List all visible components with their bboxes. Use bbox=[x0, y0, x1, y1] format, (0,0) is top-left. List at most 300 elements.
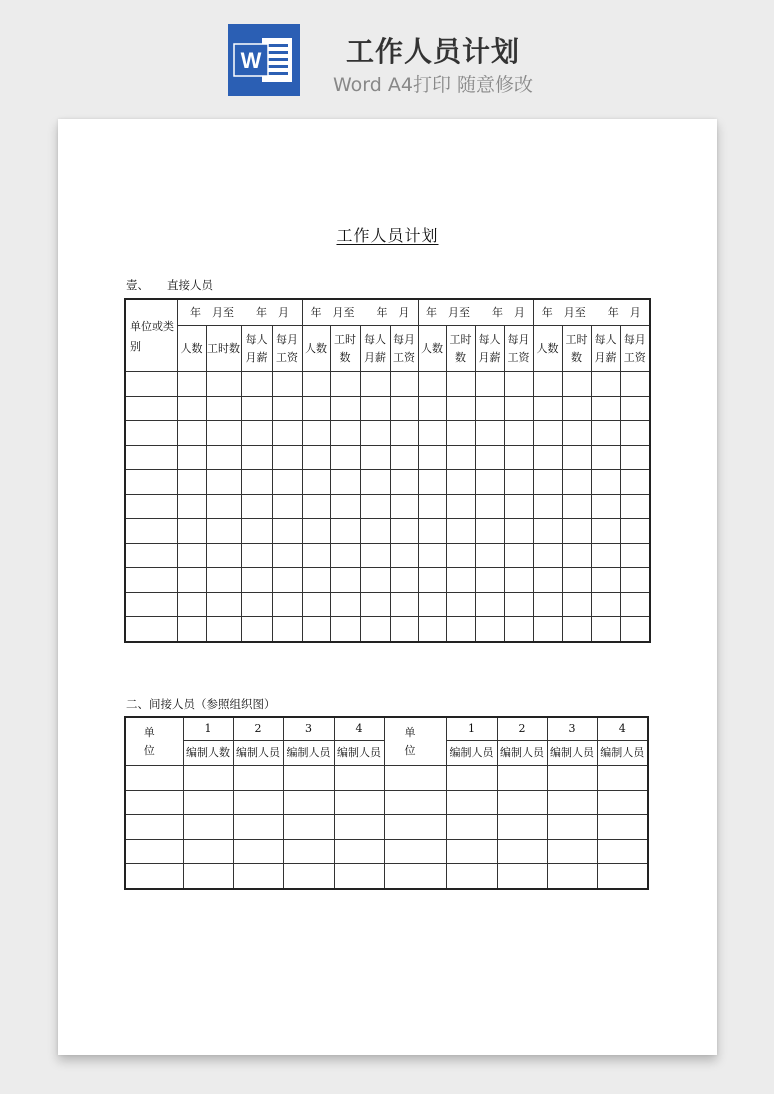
table-cell bbox=[504, 568, 533, 593]
table-cell bbox=[177, 470, 206, 495]
table-cell bbox=[418, 543, 446, 568]
table-cell bbox=[334, 815, 384, 840]
table-cell bbox=[183, 864, 233, 889]
table-cell bbox=[446, 445, 475, 470]
table-cell bbox=[384, 864, 446, 889]
col-number: 1 bbox=[446, 717, 497, 741]
table-cell bbox=[620, 617, 650, 642]
col-number: 3 bbox=[283, 717, 334, 741]
period-header: 年 月至 年 月 bbox=[302, 299, 418, 326]
table-cell bbox=[533, 470, 562, 495]
table-cell bbox=[475, 470, 504, 495]
table-cell bbox=[504, 494, 533, 519]
table-cell bbox=[272, 494, 302, 519]
table-cell bbox=[446, 568, 475, 593]
table-cell bbox=[206, 568, 241, 593]
col-header-monthly-salary: 每人月薪 bbox=[475, 326, 504, 372]
table-cell bbox=[360, 396, 390, 421]
table-cell bbox=[302, 519, 330, 544]
table-cell bbox=[446, 617, 475, 642]
table-cell bbox=[384, 790, 446, 815]
col-header-monthly-wage: 每月工资 bbox=[272, 326, 302, 372]
col-number: 2 bbox=[233, 717, 283, 741]
table-cell bbox=[547, 766, 597, 791]
table-cell bbox=[302, 494, 330, 519]
period-header: 年 月至 年 月 bbox=[533, 299, 650, 326]
table-cell bbox=[241, 372, 272, 397]
table-cell bbox=[177, 372, 206, 397]
table-cell bbox=[591, 494, 620, 519]
table-cell bbox=[125, 617, 177, 642]
table-cell bbox=[497, 864, 547, 889]
table-cell bbox=[446, 592, 475, 617]
table-cell bbox=[418, 568, 446, 593]
table-cell bbox=[504, 519, 533, 544]
table-cell bbox=[206, 592, 241, 617]
table-cell bbox=[206, 445, 241, 470]
table-cell bbox=[620, 445, 650, 470]
table-cell bbox=[390, 445, 418, 470]
col-header-headcount: 人数 bbox=[533, 326, 562, 372]
col-number: 1 bbox=[183, 717, 233, 741]
table-row bbox=[125, 790, 648, 815]
table-cell bbox=[206, 617, 241, 642]
table-cell bbox=[302, 617, 330, 642]
col-header: 编制人员 bbox=[233, 741, 283, 766]
table-row bbox=[125, 543, 650, 568]
unit-header: 单位或类别 bbox=[125, 299, 177, 372]
table-cell bbox=[497, 790, 547, 815]
table-cell bbox=[597, 790, 648, 815]
col-header-monthly-salary: 每人月薪 bbox=[591, 326, 620, 372]
table-cell bbox=[418, 372, 446, 397]
direct-staff-table bbox=[124, 298, 651, 643]
unit-header: 单 位 bbox=[125, 717, 183, 766]
table-cell bbox=[360, 568, 390, 593]
table-cell bbox=[390, 372, 418, 397]
col-header: 编制人数 bbox=[183, 741, 233, 766]
table-cell bbox=[272, 445, 302, 470]
table-cell bbox=[591, 372, 620, 397]
table-cell bbox=[233, 790, 283, 815]
table-cell bbox=[183, 815, 233, 840]
preview-banner bbox=[0, 0, 774, 110]
table-cell bbox=[418, 519, 446, 544]
table-cell bbox=[533, 372, 562, 397]
col-header: 编制人员 bbox=[283, 741, 334, 766]
table-cell bbox=[620, 421, 650, 446]
section1-label: 壹、 直接人员 bbox=[126, 278, 213, 292]
table-cell bbox=[475, 494, 504, 519]
table-cell bbox=[533, 617, 562, 642]
table-cell bbox=[504, 617, 533, 642]
table-cell bbox=[233, 766, 283, 791]
table-cell bbox=[497, 766, 547, 791]
table-cell bbox=[241, 543, 272, 568]
table-cell bbox=[177, 445, 206, 470]
table-row bbox=[125, 519, 650, 544]
table-cell bbox=[475, 396, 504, 421]
banner-subtitle: Word A4打印 随意修改 bbox=[332, 74, 533, 96]
table-cell bbox=[272, 396, 302, 421]
table-cell bbox=[446, 543, 475, 568]
col-header-headcount: 人数 bbox=[177, 326, 206, 372]
table-cell bbox=[418, 617, 446, 642]
table-cell bbox=[597, 766, 648, 791]
table-cell bbox=[591, 568, 620, 593]
table-cell bbox=[125, 421, 177, 446]
table-cell bbox=[591, 396, 620, 421]
table-cell bbox=[241, 592, 272, 617]
table-row bbox=[125, 592, 650, 617]
table-cell bbox=[206, 494, 241, 519]
table-cell bbox=[241, 568, 272, 593]
table-cell bbox=[620, 494, 650, 519]
document-title: 工作人员计划 bbox=[336, 226, 439, 245]
table-cell bbox=[620, 592, 650, 617]
table-cell bbox=[360, 494, 390, 519]
table-cell bbox=[360, 372, 390, 397]
table-row bbox=[125, 864, 648, 889]
col-header: 编制人员 bbox=[334, 741, 384, 766]
table-cell bbox=[302, 396, 330, 421]
table-cell bbox=[125, 494, 177, 519]
table-cell bbox=[475, 445, 504, 470]
table-cell bbox=[562, 543, 591, 568]
table-cell bbox=[475, 372, 504, 397]
table-cell bbox=[562, 592, 591, 617]
table-cell bbox=[390, 568, 418, 593]
table-cell bbox=[206, 543, 241, 568]
table-cell bbox=[360, 592, 390, 617]
table-row bbox=[125, 568, 650, 593]
table-subheader-row bbox=[125, 326, 650, 372]
table-cell bbox=[177, 617, 206, 642]
table-cell bbox=[620, 372, 650, 397]
table-cell bbox=[283, 790, 334, 815]
table-cell bbox=[360, 421, 390, 446]
table-cell bbox=[446, 815, 497, 840]
table-cell bbox=[272, 421, 302, 446]
table-cell bbox=[272, 470, 302, 495]
col-header-monthly-salary: 每人月薪 bbox=[241, 326, 272, 372]
table-cell bbox=[418, 592, 446, 617]
table-cell bbox=[334, 864, 384, 889]
table-cell bbox=[562, 372, 591, 397]
table-cell bbox=[591, 617, 620, 642]
table-cell bbox=[475, 568, 504, 593]
col-number: 4 bbox=[597, 717, 648, 741]
col-header: 编制人员 bbox=[597, 741, 648, 766]
table-row bbox=[125, 445, 650, 470]
table-cell bbox=[334, 766, 384, 791]
table-cell bbox=[533, 519, 562, 544]
table-cell bbox=[591, 470, 620, 495]
table-cell bbox=[125, 766, 183, 791]
table-cell bbox=[390, 617, 418, 642]
word-logo-icon bbox=[228, 24, 300, 96]
table-cell bbox=[384, 815, 446, 840]
table-cell bbox=[620, 470, 650, 495]
table-cell bbox=[272, 372, 302, 397]
table-cell bbox=[504, 421, 533, 446]
direct-staff-body bbox=[125, 372, 650, 642]
table-cell bbox=[533, 445, 562, 470]
table-cell bbox=[125, 396, 177, 421]
col-header-hours: 工时数 bbox=[562, 326, 591, 372]
table-cell bbox=[330, 421, 360, 446]
table-cell bbox=[206, 519, 241, 544]
table-cell bbox=[390, 494, 418, 519]
table-cell bbox=[418, 445, 446, 470]
table-cell bbox=[272, 568, 302, 593]
table-cell bbox=[360, 543, 390, 568]
table-cell bbox=[177, 519, 206, 544]
table-cell bbox=[497, 839, 547, 864]
table-header-row bbox=[125, 299, 650, 326]
table-cell bbox=[272, 617, 302, 642]
col-header-monthly-wage: 每月工资 bbox=[620, 326, 650, 372]
table-cell bbox=[206, 396, 241, 421]
table-cell bbox=[206, 421, 241, 446]
col-header: 编制人员 bbox=[497, 741, 547, 766]
period-header: 年 月至 年 月 bbox=[177, 299, 302, 326]
table-cell bbox=[183, 839, 233, 864]
table-cell bbox=[330, 396, 360, 421]
table-cell bbox=[446, 790, 497, 815]
table-cell bbox=[620, 519, 650, 544]
table-cell bbox=[562, 519, 591, 544]
table-cell bbox=[177, 396, 206, 421]
table-cell bbox=[272, 592, 302, 617]
table-cell bbox=[302, 445, 330, 470]
col-header-hours: 工时数 bbox=[446, 326, 475, 372]
table-cell bbox=[446, 766, 497, 791]
table-cell bbox=[547, 839, 597, 864]
period-header: 年 月至 年 月 bbox=[418, 299, 533, 326]
table-header-row bbox=[125, 717, 648, 741]
table-cell bbox=[330, 494, 360, 519]
word-logo-letter: W bbox=[240, 48, 262, 73]
table-cell bbox=[283, 864, 334, 889]
table-cell bbox=[446, 519, 475, 544]
table-cell bbox=[591, 592, 620, 617]
table-cell bbox=[597, 815, 648, 840]
table-row bbox=[125, 421, 650, 446]
table-cell bbox=[597, 864, 648, 889]
table-cell bbox=[533, 421, 562, 446]
table-cell bbox=[504, 396, 533, 421]
table-cell bbox=[241, 519, 272, 544]
section2-label: 二、间接人员（参照组织图） bbox=[126, 697, 276, 711]
table-cell bbox=[206, 372, 241, 397]
table-cell bbox=[177, 543, 206, 568]
table-cell bbox=[547, 815, 597, 840]
table-cell bbox=[125, 790, 183, 815]
table-cell bbox=[233, 815, 283, 840]
col-number: 4 bbox=[334, 717, 384, 741]
table-cell bbox=[302, 543, 330, 568]
table-cell bbox=[390, 470, 418, 495]
table-cell bbox=[504, 445, 533, 470]
table-cell bbox=[418, 396, 446, 421]
table-cell bbox=[533, 494, 562, 519]
table-cell bbox=[330, 470, 360, 495]
table-cell bbox=[418, 494, 446, 519]
table-cell bbox=[533, 592, 562, 617]
col-header-headcount: 人数 bbox=[418, 326, 446, 372]
table-cell bbox=[272, 519, 302, 544]
table-cell bbox=[125, 519, 177, 544]
unit-header: 单 位 bbox=[384, 717, 446, 766]
table-cell bbox=[384, 839, 446, 864]
table-cell bbox=[562, 421, 591, 446]
table-cell bbox=[283, 839, 334, 864]
table-cell bbox=[283, 815, 334, 840]
table-cell bbox=[446, 421, 475, 446]
table-cell bbox=[446, 494, 475, 519]
col-header-monthly-wage: 每月工资 bbox=[504, 326, 533, 372]
table-cell bbox=[504, 470, 533, 495]
table-cell bbox=[533, 543, 562, 568]
table-cell bbox=[330, 519, 360, 544]
table-cell bbox=[241, 421, 272, 446]
table-cell bbox=[241, 445, 272, 470]
table-cell bbox=[302, 470, 330, 495]
table-cell bbox=[497, 815, 547, 840]
table-cell bbox=[241, 470, 272, 495]
table-cell bbox=[330, 617, 360, 642]
table-cell bbox=[360, 470, 390, 495]
col-header: 编制人员 bbox=[547, 741, 597, 766]
table-cell bbox=[272, 543, 302, 568]
table-cell bbox=[562, 568, 591, 593]
col-number: 2 bbox=[497, 717, 547, 741]
table-row bbox=[125, 470, 650, 495]
table-row bbox=[125, 372, 650, 397]
table-cell bbox=[446, 372, 475, 397]
table-cell bbox=[475, 519, 504, 544]
table-cell bbox=[302, 372, 330, 397]
table-cell bbox=[504, 543, 533, 568]
table-row bbox=[125, 839, 648, 864]
table-cell bbox=[206, 470, 241, 495]
table-cell bbox=[390, 396, 418, 421]
table-cell bbox=[125, 864, 183, 889]
table-cell bbox=[241, 617, 272, 642]
table-cell bbox=[125, 815, 183, 840]
table-cell bbox=[562, 617, 591, 642]
table-cell bbox=[241, 396, 272, 421]
col-header-hours: 工时数 bbox=[206, 326, 241, 372]
table-cell bbox=[475, 421, 504, 446]
indirect-staff-body bbox=[125, 766, 648, 889]
table-cell bbox=[330, 445, 360, 470]
table-cell bbox=[620, 543, 650, 568]
table-cell bbox=[233, 839, 283, 864]
table-cell bbox=[562, 396, 591, 421]
table-cell bbox=[562, 494, 591, 519]
indirect-staff-table bbox=[124, 716, 649, 890]
table-cell bbox=[177, 494, 206, 519]
table-cell bbox=[390, 421, 418, 446]
table-cell bbox=[418, 470, 446, 495]
col-header: 编制人员 bbox=[446, 741, 497, 766]
table-cell bbox=[547, 864, 597, 889]
table-row bbox=[125, 494, 650, 519]
table-cell bbox=[177, 568, 206, 593]
table-cell bbox=[183, 790, 233, 815]
table-cell bbox=[125, 568, 177, 593]
col-header-monthly-salary: 每人月薪 bbox=[360, 326, 390, 372]
table-cell bbox=[360, 445, 390, 470]
table-cell bbox=[125, 592, 177, 617]
table-cell bbox=[125, 839, 183, 864]
table-cell bbox=[591, 421, 620, 446]
table-cell bbox=[475, 592, 504, 617]
table-cell bbox=[446, 396, 475, 421]
table-cell bbox=[241, 494, 272, 519]
table-cell bbox=[418, 421, 446, 446]
col-header-hours: 工时数 bbox=[330, 326, 360, 372]
table-cell bbox=[302, 592, 330, 617]
table-cell bbox=[562, 470, 591, 495]
document-page bbox=[58, 119, 717, 1055]
table-cell bbox=[330, 543, 360, 568]
table-cell bbox=[591, 519, 620, 544]
table-cell bbox=[504, 592, 533, 617]
banner-title: 工作人员计划 bbox=[345, 35, 520, 68]
table-cell bbox=[360, 617, 390, 642]
col-number: 3 bbox=[547, 717, 597, 741]
table-cell bbox=[390, 592, 418, 617]
table-cell bbox=[597, 839, 648, 864]
table-cell bbox=[360, 519, 390, 544]
table-cell bbox=[620, 568, 650, 593]
table-cell bbox=[591, 543, 620, 568]
table-cell bbox=[334, 790, 384, 815]
table-cell bbox=[177, 421, 206, 446]
table-cell bbox=[620, 396, 650, 421]
table-cell bbox=[533, 396, 562, 421]
table-cell bbox=[302, 568, 330, 593]
table-cell bbox=[562, 445, 591, 470]
table-cell bbox=[177, 592, 206, 617]
table-cell bbox=[334, 839, 384, 864]
table-cell bbox=[446, 470, 475, 495]
col-header-monthly-wage: 每月工资 bbox=[390, 326, 418, 372]
table-row bbox=[125, 396, 650, 421]
table-cell bbox=[125, 372, 177, 397]
table-cell bbox=[330, 372, 360, 397]
table-row bbox=[125, 617, 650, 642]
table-cell bbox=[125, 470, 177, 495]
table-row bbox=[125, 815, 648, 840]
col-header-headcount: 人数 bbox=[302, 326, 330, 372]
table-cell bbox=[183, 766, 233, 791]
table-cell bbox=[390, 519, 418, 544]
table-cell bbox=[446, 839, 497, 864]
table-cell bbox=[233, 864, 283, 889]
table-cell bbox=[283, 766, 334, 791]
table-cell bbox=[475, 543, 504, 568]
table-cell bbox=[390, 543, 418, 568]
table-cell bbox=[591, 445, 620, 470]
table-cell bbox=[125, 445, 177, 470]
table-cell bbox=[475, 617, 504, 642]
table-cell bbox=[547, 790, 597, 815]
table-cell bbox=[330, 568, 360, 593]
